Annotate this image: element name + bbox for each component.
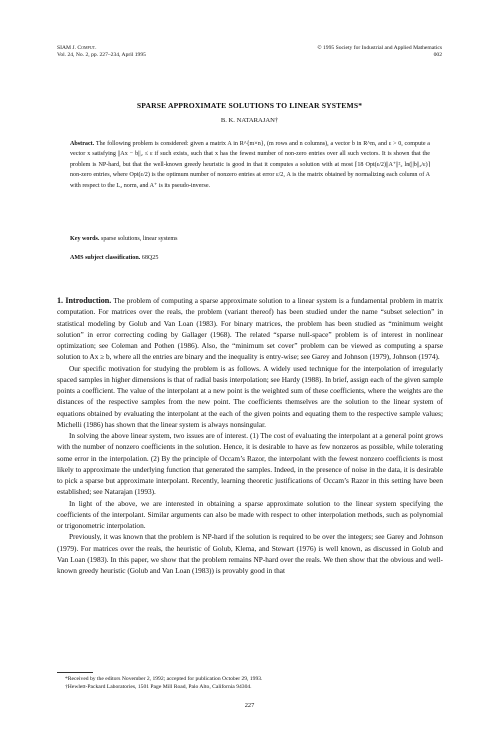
paragraph-2: Our specific motivation for studying the problem is as follows. A widely used technique for the interpolation of irregularly spaced samples in higher dimensions is that of radial basis interpolation; see Hardy (1988). In brief, assign each of the given sample points a coefficient. The value of the interpolant at a new point is the weighted sum of these coefficients, where the weights are the distances of the respective samples from the new point. The coefficients themselves are the solution to the linear system of equations obtained by evaluating the interpolant at the each of the given points and equating them to the respective sample values; Michelli (1986) has shown that the linear system is always nonsingular. xyxy=(57,363,443,429)
footnote-affiliation: †Hewlett-Packard Laboratories, 1501 Page Mill Road, Palo Alto, California 94304. xyxy=(65,684,252,690)
running-header-left xyxy=(57,45,146,59)
introduction-section xyxy=(57,295,443,576)
page-number: 227 xyxy=(244,702,255,709)
article-number: 002 xyxy=(433,52,442,58)
volume-info: Vol. 24, No. 2, pp. 227–234, April 1995 xyxy=(57,52,146,58)
abstract-text: The following problem is considered: given a matrix A in R^{m×n}, (m rows and n columns), a vector b in R^m, and ε > 0, compute a vector x satisfying ||Ax − b||₂ ≤ ε if such exists, such that x has the fewest number of non-zero entries over all such vectors. It is shown that the problem is NP-hard, but that the well-known greedy heuristic is good in that it computes a solution with at most ⌈18 Opt(ε/2)||A⁺||²₂ ln(||b||₂/ε)⌉ non-zero entries, where Opt(ε/2) is the optimum number of nonzero entries at error ε/2, A is the matrix obtained by normalizing each column of A with respect to the L₂ norm, and A⁺ is its pseudo-inverse. xyxy=(70,141,430,189)
keywords-label: Key words. xyxy=(70,236,100,242)
paper-author: B. K. NATARAJAN† xyxy=(220,117,279,124)
journal-name: SIAM J. Comput. xyxy=(57,45,97,51)
paragraph-3: In solving the above linear system, two issues are of interest. (1) The cost of evaluating the interpolant at a general point grows with the number of nonzero coefficients in the solution. Hence, it is desirable to have as few nonzeros as possible, while tolerating some error in the interpolation. (2) By the principle of Occam’s Razor, the interpolant with the fewest nonzero coefficients is most likely to approximate the underlying function that generated the samples. Indeed, in the presence of noise in the data, it is desirable to pick a sparse but approximate interpolant. Recently, learning theoretic justifications of Occam’s Razor in this setting have been established; see Natarajan (1993). xyxy=(57,431,443,497)
footnote-rule xyxy=(57,672,93,673)
paragraph-4: In light of the above, we are interested in obtaining a sparse approximate solution to the linear system specifying the coefficients of the interpolant. Similar arguments can also be made with respect to other interpolation methods, such as polynomial or trigonometric interpolation. xyxy=(57,498,443,530)
running-header-right xyxy=(317,45,442,59)
abstract-label: Abstract. xyxy=(70,141,95,147)
paragraph-5: Previously, it was known that the problem is NP-hard if the solution is required to be over the integers; see Garey and Johnson (1979). For matrices over the reals, the heuristic of Golub, Klema, and Stewart (1976) is well known, as discussed in Golub and Van Loan (1983). In this paper, we show that the problem remains NP-hard over the reals. We then show that the obvious and well-known greedy heuristic (Golub and Van Loan (1983)) is provably good in that xyxy=(57,532,443,575)
paper-title: SPARSE APPROXIMATE SOLUTIONS TO LINEAR SYSTEMS* xyxy=(136,101,363,110)
keywords-text: sparse solutions, linear systems xyxy=(100,236,178,242)
ams-text: 68Q25 xyxy=(141,255,159,261)
paragraph-1: 1. Introduction. The problem of computing a sparse approximate solution to a linear system is a fundamental problem in matrix computation. For matrices over the reals, the problem (variant thereof) has been studied under the name “subset selection” in statistical modeling by Golub and Van Loan (1983). For binary matrices, the problem has been studied as “minimum weight solution” in error correcting coding by Gallager (1968). The related “sparse null-space” problem is of interest in nonlinear optimization; see Coleman and Pothen (1986). Also, the “minimum set cover” problem can be viewed as computing a sparse solution to Ax ≥ b, where all the entries are binary and the inequality is entry-wise; see Garey and Johnson (1979), Johnson (1974). xyxy=(57,296,443,362)
keywords xyxy=(70,235,430,244)
ams-label: AMS subject classification. xyxy=(70,255,141,261)
copyright-notice: © 1995 Society for Industrial and Applied Mathematics xyxy=(317,45,442,51)
ams-classification xyxy=(70,254,430,263)
footnote-received: *Received by the editors November 2, 1992; accepted for publication October 29, 1993. xyxy=(65,676,263,682)
abstract xyxy=(70,139,430,191)
section-heading: 1. Introduction. xyxy=(57,296,112,305)
